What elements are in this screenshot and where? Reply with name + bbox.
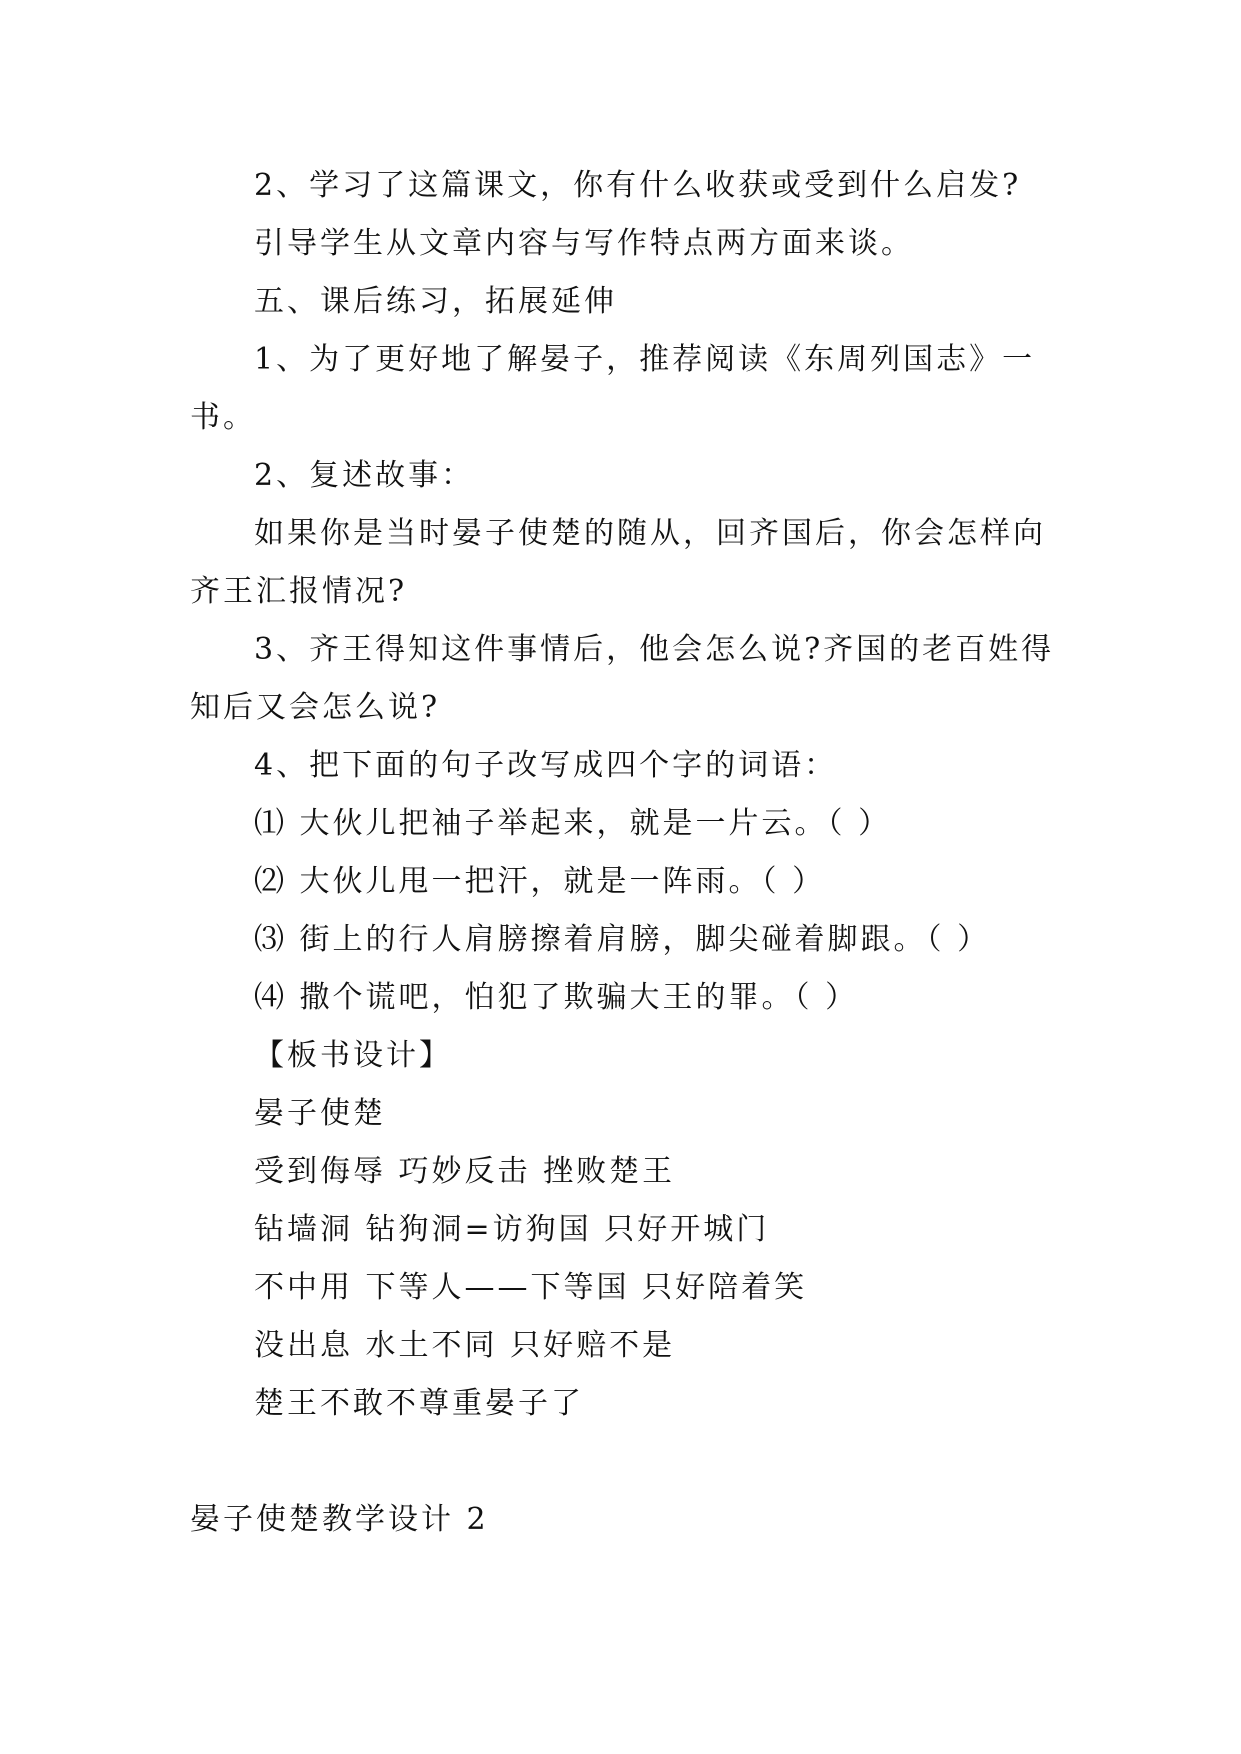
board-design-heading: 【板书设计】 — [254, 1038, 452, 1073]
paragraph-rewrite-task: 4、把下面的句子改写成四个字的词语： — [254, 748, 838, 783]
board-line-2: 钻墙洞 钻狗洞=访狗国 只好开城门 — [254, 1212, 770, 1247]
board-line-3: 不中用 下等人——下等国 只好陪着笑 — [254, 1270, 808, 1305]
paragraph-retell-prompt-cont: 齐王汇报情况? — [190, 574, 408, 609]
paragraph-reading-recommendation: 1、为了更好地了解晏子，推荐阅读《东周列国志》一 — [254, 342, 1036, 377]
exercise-item-3: ⑶ 街上的行人肩膀擦着肩膀，脚尖碰着脚跟。（ ） — [254, 922, 991, 957]
board-line-4: 没出息 水土不同 只好赔不是 — [254, 1328, 676, 1363]
section-heading-exercises: 五、课后练习，拓展延伸 — [254, 284, 617, 319]
paragraph-question-3: 3、齐王得知这件事情后，他会怎么说?齐国的老百姓得 — [254, 632, 1055, 667]
paragraph-reading-recommendation-cont: 书。 — [190, 400, 256, 435]
paragraph-retell-story: 2、复述故事： — [254, 458, 475, 493]
paragraph-question-2: 2、学习了这篇课文，你有什么收获或受到什么启发? — [254, 168, 1022, 203]
board-line-1: 受到侮辱 巧妙反击 挫败楚王 — [254, 1154, 676, 1189]
exercise-item-1: ⑴ 大伙儿把袖子举起来，就是一片云。（ ） — [254, 806, 892, 841]
board-line-conclusion: 楚王不敢不尊重晏子了 — [254, 1386, 584, 1421]
board-line-title: 晏子使楚 — [254, 1096, 386, 1131]
paragraph-guidance: 引导学生从文章内容与写作特点两方面来谈。 — [254, 226, 914, 261]
next-section-title: 晏子使楚教学设计 2 — [190, 1502, 489, 1537]
paragraph-retell-prompt: 如果你是当时晏子使楚的随从，回齐国后，你会怎样向 — [254, 516, 1046, 551]
paragraph-question-3-cont: 知后又会怎么说? — [190, 690, 441, 725]
exercise-item-4: ⑷ 撒个谎吧，怕犯了欺骗大王的罪。（ ） — [254, 980, 859, 1015]
exercise-item-2: ⑵ 大伙儿甩一把汗，就是一阵雨。（ ） — [254, 864, 826, 899]
